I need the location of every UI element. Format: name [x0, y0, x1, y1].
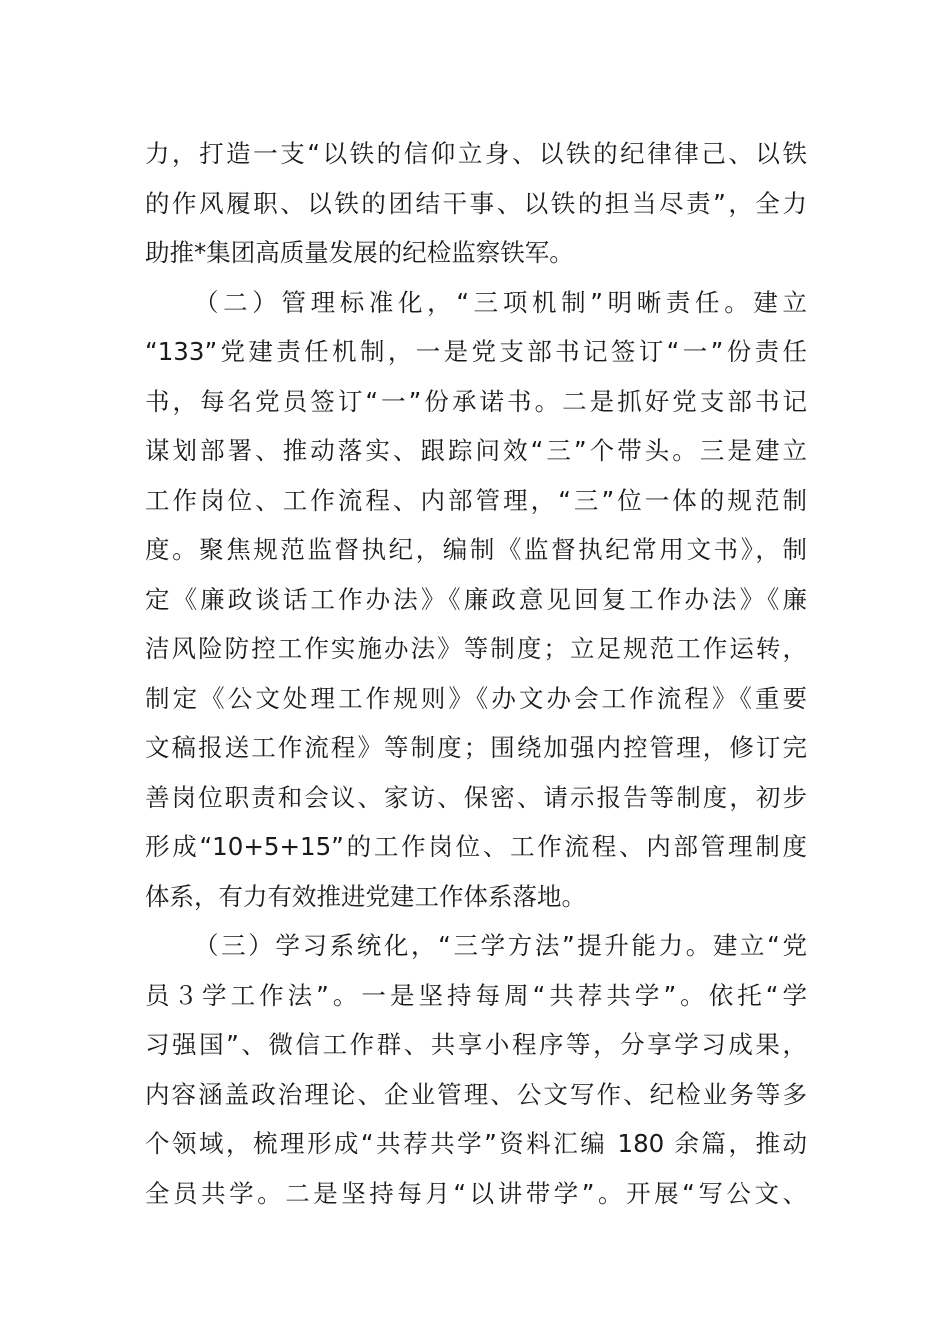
- paragraph-2-line-3: 书，每名党员签订“一”份承诺书。二是抓好党支部书记: [145, 386, 807, 416]
- paragraph-2-line-8: 洁风险防控工作实施办法》等制度；立足规范工作运转，: [145, 634, 807, 663]
- paragraph-2-line-4: 谋划部署、推动落实、跟踪问效“三”个带头。三是建立: [145, 436, 807, 465]
- paragraph-2-line-7: 定《廉政谈话工作办法》《廉政意见回复工作办法》《廉: [145, 584, 807, 614]
- paragraph-2-line-5: 工作岗位、工作流程、内部管理，“三”位一体的规范制: [145, 485, 807, 515]
- paragraph-3-line-3: 习强国”、微信工作群、共享小程序等，分享学习成果，: [145, 1030, 807, 1059]
- paragraph-2-line-6: 度。聚焦规范监督执纪，编制《监督执纪常用文书》，制: [145, 535, 807, 564]
- paragraph-2-line-10: 文稿报送工作流程》等制度；围绕加强内控管理，修订完: [145, 733, 807, 762]
- paragraph-2-line-9: 制定《公文处理工作规则》《办文办会工作流程》《重要: [145, 683, 807, 713]
- paragraph-2-line-1: （二）管理标准化，“三项机制”明晰责任。建立: [194, 287, 807, 317]
- document-body: [145, 129, 807, 1218]
- paragraph-2-line-11: 善岗位职责和会议、家访、保密、请示报告等制度，初步: [145, 782, 807, 812]
- paragraph-3-line-4: 内容涵盖政治理论、企业管理、公文写作、纪检业务等多: [145, 1079, 807, 1109]
- paragraph-2-line-2: “133”党建责任机制，一是党支部书记签订“一”份责任: [145, 337, 807, 366]
- paragraph-1-line-3: 助推*集团高质量发展的纪检监察铁军。: [145, 238, 574, 267]
- paragraph-2-line-13: 体系，有力有效推进党建工作体系落地。: [145, 881, 586, 911]
- paragraph-1-line-2: 的作风履职、以铁的团结干事、以铁的担当尽责”，全力: [145, 188, 807, 218]
- paragraph-3-line-6: 全员共学。二是坚持每月“以讲带学”。开展“写公文、: [145, 1178, 807, 1208]
- paragraph-3-line-5: 个领域，梳理形成“共荐共学”资料汇编 180 余篇，推动: [145, 1129, 807, 1158]
- paragraph-3-line-1: （三）学习系统化，“三学方法”提升能力。建立“党: [194, 931, 807, 960]
- paragraph-2-line-12: 形成“10+5+15”的工作岗位、工作流程、内部管理制度: [145, 832, 807, 861]
- paragraph-3-line-2: 员３学工作法”。一是坚持每周“共荐共学”。依托“学: [145, 980, 807, 1010]
- paragraph-1-line-1: 力，打造一支“以铁的信仰立身、以铁的纪律律己、以铁: [145, 139, 807, 168]
